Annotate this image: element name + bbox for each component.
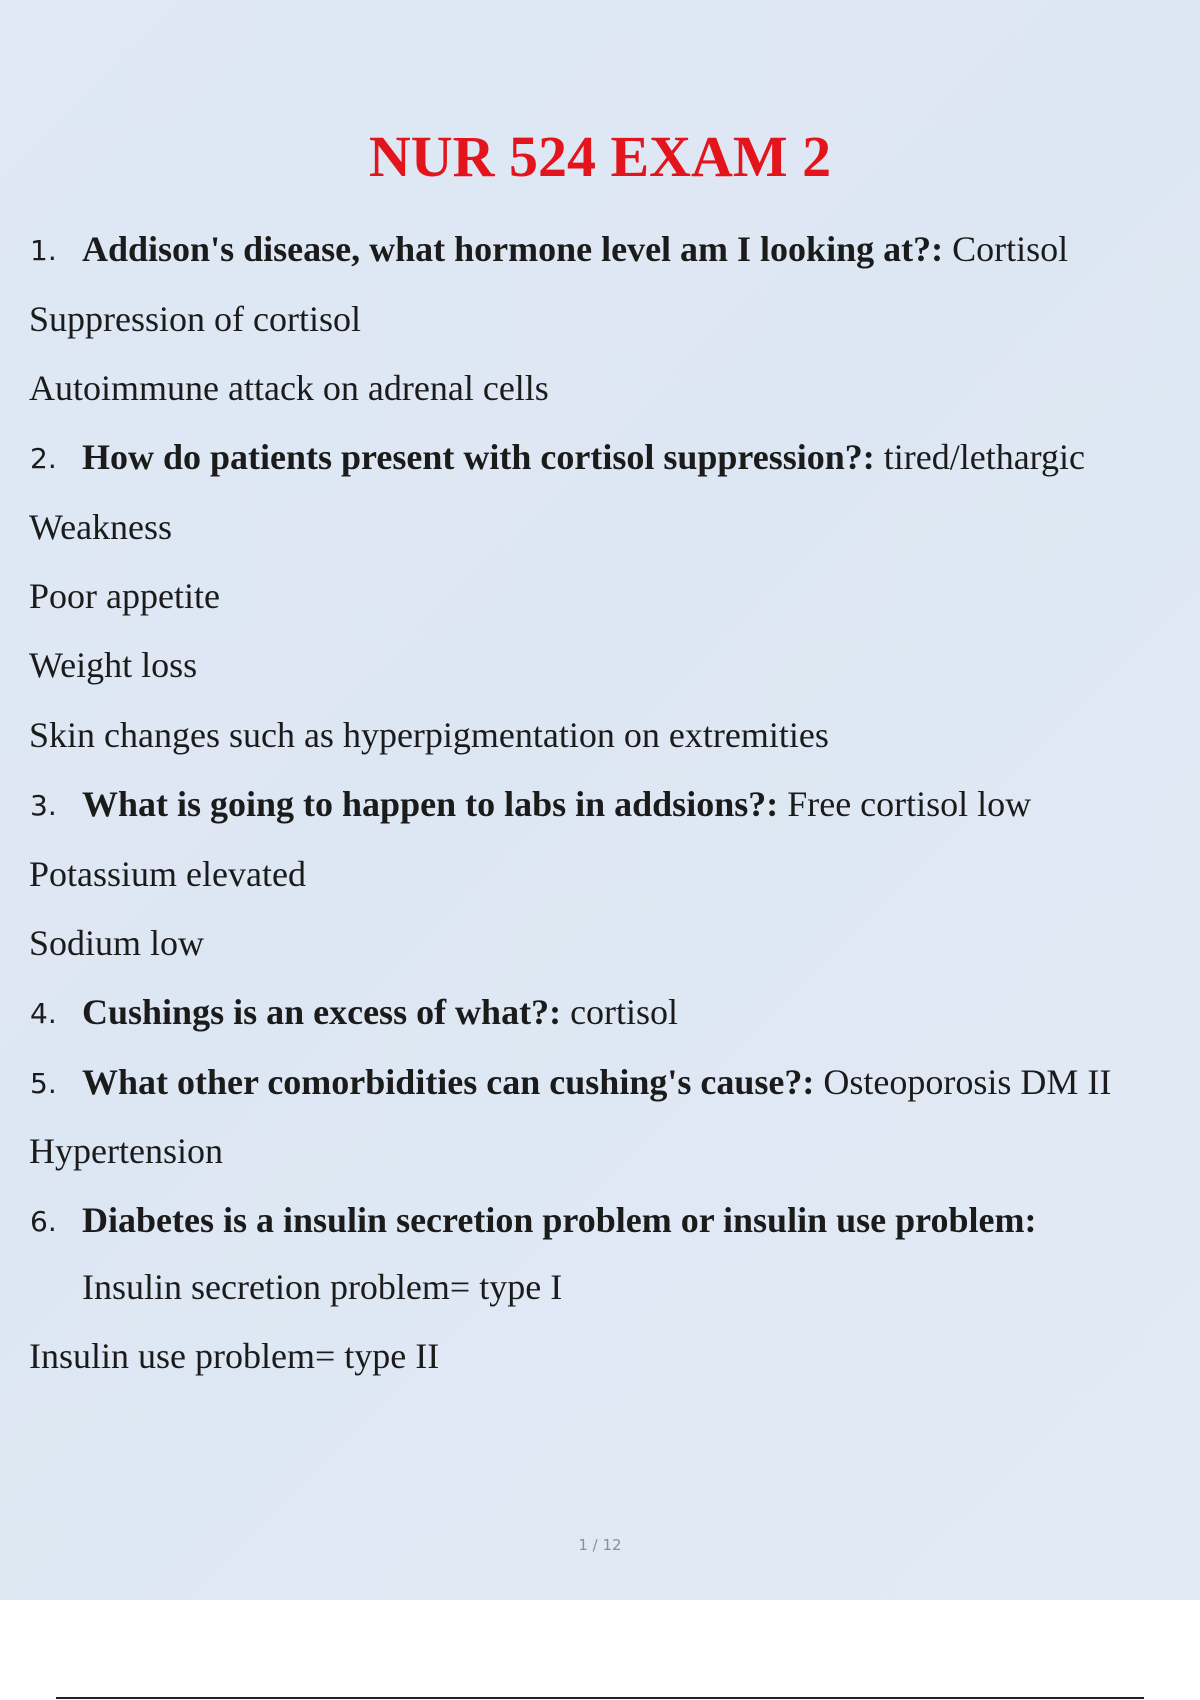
answer-line: Hypertension <box>29 1131 223 1171</box>
question-5 <box>30 1059 1112 1105</box>
question-3 <box>30 781 1032 827</box>
answer-line: Poor appetite <box>29 576 220 616</box>
answer-line: Suppression of cortisol <box>29 299 361 339</box>
question-text: What is going to happen to labs in addsions?: <box>82 784 779 824</box>
document-title: NUR 524 EXAM 2 <box>368 124 832 189</box>
answer-line: Autoimmune attack on adrenal cells <box>29 368 549 408</box>
answer-line: Insulin use problem= type II <box>29 1336 440 1376</box>
answer-text: Osteoporosis DM II <box>814 1062 1112 1102</box>
page-number: 1 / 12 <box>578 1536 622 1554</box>
answer-line: Potassium elevated <box>29 854 306 894</box>
answer-text: tired/lethargic <box>874 437 1086 477</box>
answer-text: cortisol <box>561 992 679 1032</box>
question-2 <box>30 434 1086 480</box>
question-text: Addison's disease, what hormone level am I looking at?: <box>82 229 944 269</box>
question-number: 1. <box>30 234 57 267</box>
question-number: 4. <box>30 997 57 1030</box>
question-text: Diabetes is a insulin secretion problem or insulin use problem: <box>82 1200 1037 1240</box>
question-number: 5. <box>30 1067 57 1100</box>
question-6 <box>30 1197 1037 1243</box>
question-text: How do patients present with cortisol suppression?: <box>82 437 875 477</box>
question-text: What other comorbidities can cushing's cause?: <box>82 1062 815 1102</box>
question-text: Cushings is an excess of what?: <box>82 992 562 1032</box>
answer-line: Sodium low <box>29 923 205 963</box>
answer-line: Weakness <box>29 507 173 547</box>
answer-line: Skin changes such as hyperpigmentation on extremities <box>29 715 829 755</box>
question-4 <box>30 989 679 1035</box>
answer-text: Free cortisol low <box>778 784 1032 824</box>
answer-line: Weight loss <box>29 645 198 685</box>
question-number: 3. <box>30 789 57 822</box>
bottom-divider <box>56 1697 1144 1699</box>
answer-line: Insulin secretion problem= type I <box>82 1267 563 1307</box>
answer-text: Cortisol <box>943 229 1069 269</box>
question-number: 6. <box>30 1205 57 1238</box>
question-number: 2. <box>30 442 57 475</box>
question-1 <box>30 226 1069 272</box>
